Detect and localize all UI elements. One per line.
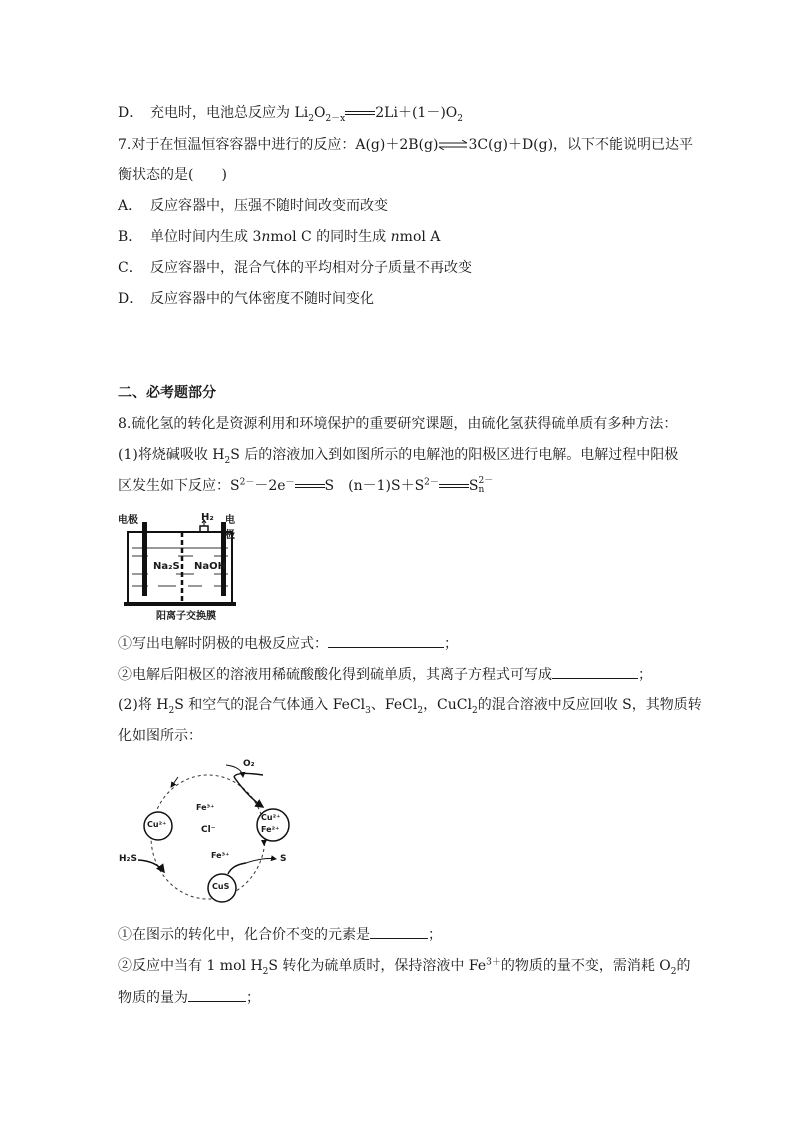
question-text: 区发生如下反应：S (118, 478, 240, 494)
option-text: O (313, 105, 326, 121)
equals-arrow (439, 481, 469, 491)
superscript: 2－ (424, 477, 439, 488)
q8-sub1-q2 (118, 664, 652, 685)
option-text: )O (440, 105, 458, 121)
question-text: (2)将 H (118, 697, 169, 713)
option-label: B． (118, 229, 143, 245)
option-text: mol C 的同时生成 (270, 229, 391, 245)
fe3-top-label: Fe³⁺ (196, 803, 215, 812)
equals-arrow (345, 108, 375, 118)
q7-option-d (118, 289, 374, 309)
q6-option-d (118, 103, 463, 123)
subscript: 2 (471, 705, 478, 716)
question-text: (1)将烧碱吸收 H (118, 447, 225, 463)
cu2-right-label: Cu²⁺ (261, 813, 281, 822)
section-title: 二、必考题部分 (118, 385, 216, 401)
option-text: 充电时，电池总反应为 Li (150, 105, 309, 121)
left-electrode-label: 电极 (118, 515, 138, 526)
q7-option-c (118, 258, 472, 278)
conversion-cycle-figure (118, 757, 298, 907)
option-text: 反应容器中的气体密度不随时间变化 (150, 291, 374, 307)
question-text: 的物质的量不变，需消耗 O (500, 958, 671, 974)
question-text: ②电解后阳极区的溶液用稀硫酸酸化得到硫单质，其离子方程式可写成 (118, 667, 552, 683)
superscript: 2－ (239, 477, 255, 488)
h2-label: H₂ (201, 512, 214, 523)
question-text: S 后的溶液加入到如图所示的电解池的阳极区进行电解。电解过程中阳极 (230, 447, 679, 463)
question-text: ； (444, 636, 458, 652)
subscript: 2 (670, 966, 677, 977)
membrane-label: 阳离子交换膜 (156, 611, 216, 622)
option-label: D． (118, 105, 144, 121)
option-text: 反应容器中，混合气体的平均相对分子质量不再改变 (150, 260, 472, 276)
cus-label: CuS (212, 882, 230, 891)
question-text: ； (638, 667, 652, 683)
na2s-label: Na₂S (153, 561, 180, 572)
question-text: ①在图示的转化中，化合价不变的元素是 (118, 927, 370, 943)
q8-part1-line1 (118, 445, 678, 465)
answer-blank[interactable] (370, 924, 428, 939)
question-text: ； (246, 990, 260, 1006)
equals-arrow (295, 481, 325, 491)
question-text: S 转化为硫单质时，保持溶液中 Fe (268, 958, 487, 974)
subscript: 2 (417, 705, 424, 716)
question-text: －2e (254, 478, 286, 494)
question-text: ； (428, 927, 442, 943)
subscript: 2 (262, 966, 269, 977)
q7-option-b (118, 227, 440, 247)
q8-stem: 8.硫化氢的转化是资源利用和环境保护的重要研究课题，由硫化氢获得硫单质有多种方法： (118, 416, 678, 432)
question-text: ①写出电解时阴极的电极反应式： (118, 636, 328, 652)
cl-label: Cl⁻ (201, 825, 216, 835)
q8-part1-line2 (118, 476, 493, 496)
variable: n (261, 229, 271, 245)
q7-option-a (118, 196, 388, 216)
fe3-mid-label: Fe³⁺ (211, 851, 230, 860)
subscript: n (478, 485, 485, 495)
question-text: ②反应中当有 1 mol H (118, 958, 263, 974)
subscript: 3 (365, 705, 371, 716)
reversible-arrow-icon (438, 140, 468, 150)
variable: n (390, 229, 400, 245)
answer-blank[interactable] (552, 664, 638, 679)
fe2-right-label: Fe²⁺ (261, 825, 280, 834)
right-electrode-label: 电极 (225, 515, 235, 541)
question-text: 7.对于在恒温恒容容器中进行的反应：A(g)＋2B(g) (118, 137, 439, 153)
option-text: 单位时间内生成 3 (150, 229, 262, 245)
question-text: 3C(g)＋D(g)，以下不能说明已达平 (468, 137, 694, 153)
answer-blank[interactable] (188, 987, 246, 1002)
option-text: 2Li＋(1－ (375, 105, 441, 121)
option-text: 反应容器中，压强不随时间改变而改变 (150, 198, 388, 214)
superscript: 2－ (478, 476, 494, 486)
q8-sub2-q1 (118, 924, 442, 945)
option-text: mol A (399, 229, 441, 245)
option-label: D． (118, 291, 144, 307)
question-text: 、FeCl (370, 697, 418, 713)
h2s-label: H₂S (119, 854, 137, 864)
superscript: － (285, 477, 295, 488)
q8-part2-line1 (118, 695, 702, 715)
superscript: 3＋ (486, 957, 501, 968)
subscript: 2 (457, 113, 464, 124)
subscript: 2 (224, 455, 231, 466)
question-text: S (n－1)S＋S (324, 478, 425, 494)
q8-sub2-q2-line2 (118, 987, 260, 1008)
question-text: 物质的量为 (118, 990, 188, 1006)
question-text: 的 (676, 958, 691, 974)
q7-stem-line2: 衡状态的是( ) (118, 167, 227, 183)
o2-label: O₂ (243, 759, 255, 769)
q7-stem-line1 (118, 135, 693, 155)
cu2-left-label: Cu²⁺ (147, 820, 167, 829)
electrolysis-cell-figure (118, 508, 243, 620)
subscript: 2 (308, 113, 314, 124)
naoh-label: NaOH (194, 561, 226, 572)
s-label: S (280, 854, 287, 864)
option-label: C． (118, 260, 143, 276)
q8-sub2-q2-line1 (118, 956, 691, 976)
answer-blank[interactable] (328, 633, 444, 648)
option-label: A． (118, 198, 143, 214)
q8-part2-line2: 化如图所示： (118, 728, 202, 744)
question-text: S (468, 478, 479, 494)
question-text: 的混合溶液中反应回收 S，其物质转 (477, 697, 702, 713)
q8-sub1-q1 (118, 633, 458, 654)
question-text: S 和空气的混合气体通入 FeCl (174, 697, 366, 713)
question-text: ，CuCl (423, 697, 472, 713)
subscript: 2 (168, 705, 175, 716)
subscript: 2－x (325, 113, 346, 124)
